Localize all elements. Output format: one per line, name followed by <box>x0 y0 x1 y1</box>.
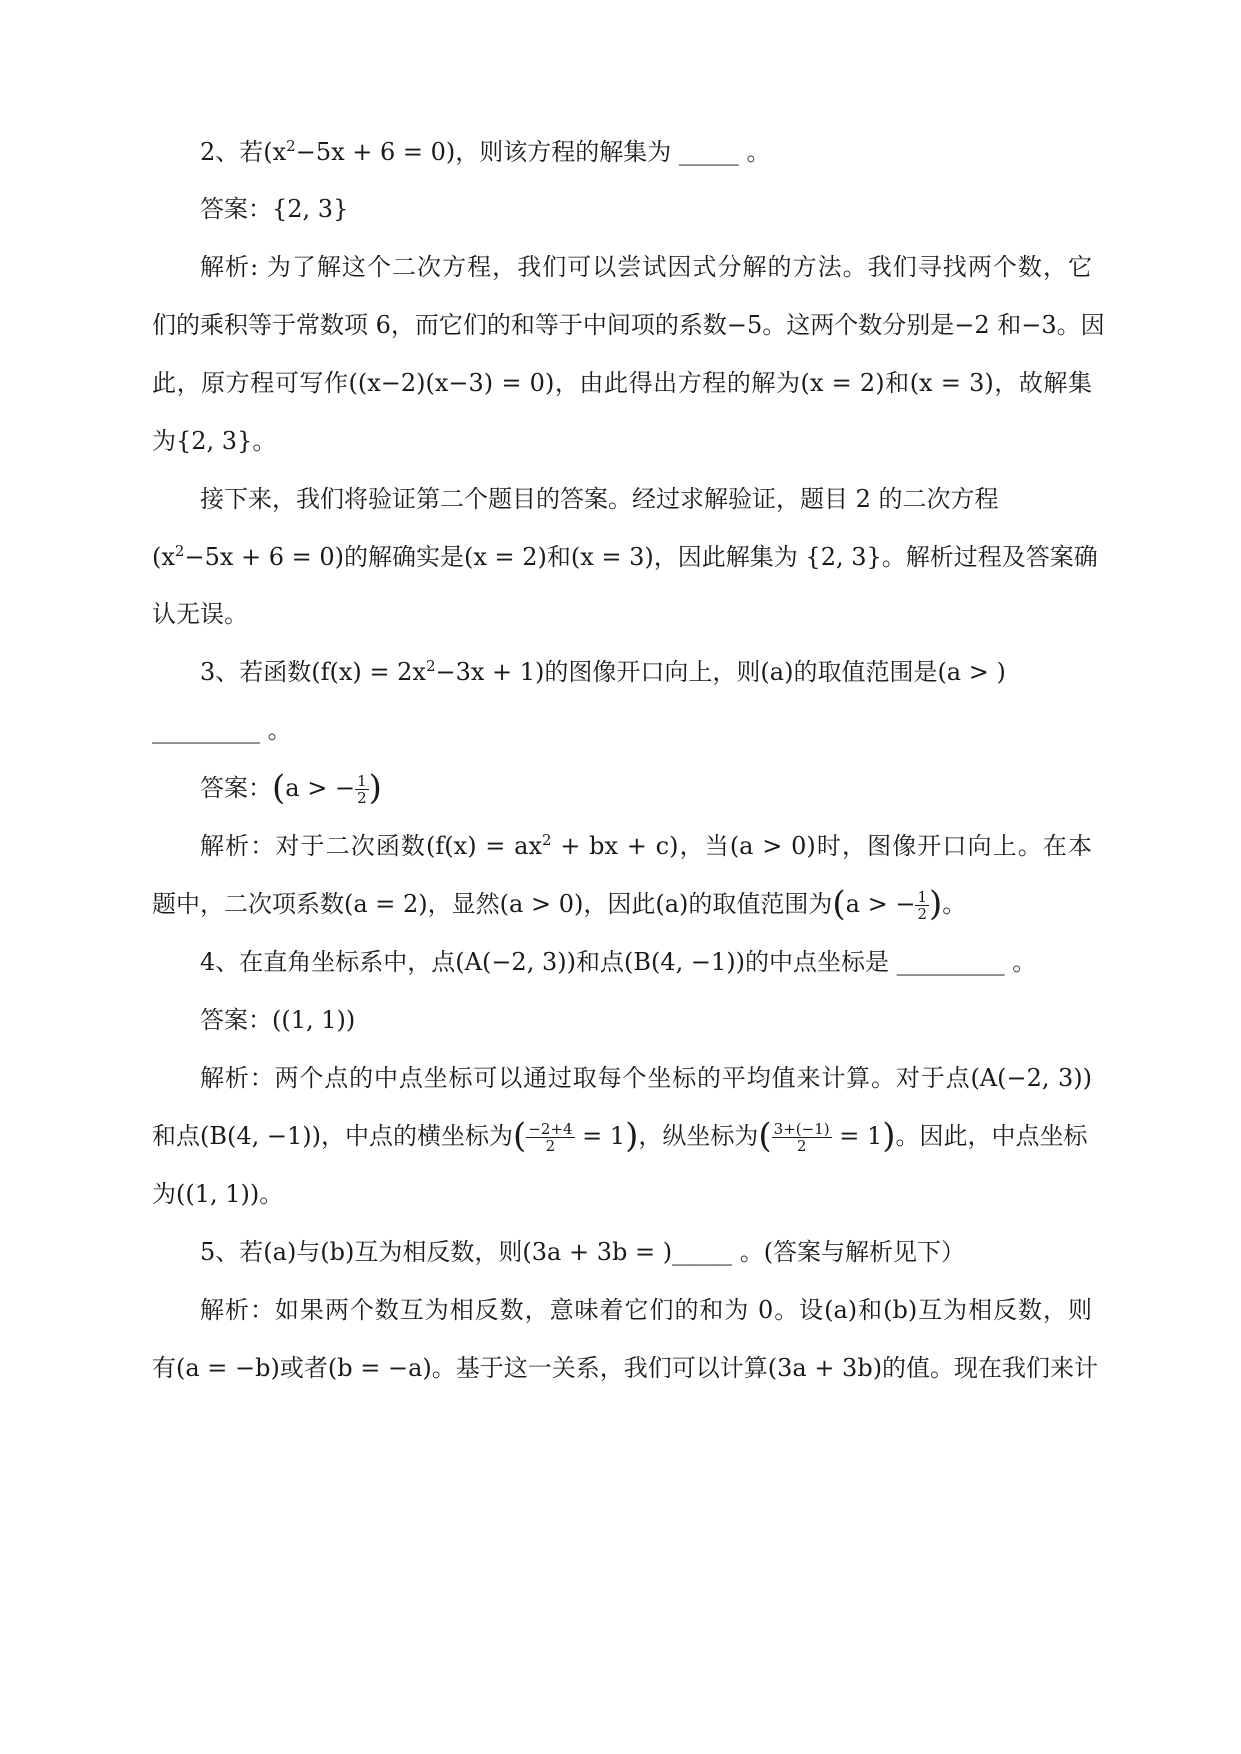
q3-explanation-line-2: 题中，二次项系数(a = 2)，显然(a > 0)，因此(a)的取值范围为(a > − $\frac{1}{2}$ )。 <box>152 884 967 924</box>
fraction-x-midpoint: $\frac{-2+4}{2}$ <box>528 1120 573 1155</box>
q2-explanation-line-3: 此，原方程可写作((x−2)(x−3) = 0)，由此得出方程的解为(x = 2)和(x = 3)，故解集 <box>152 369 1092 397</box>
q2-explanation-line-4: 为{2, 3}。 <box>152 427 277 455</box>
fraction-y-midpoint: $\frac{3+(-1)}{2}$ <box>773 1120 830 1155</box>
q4-explanation-line-1: 解析：两个点的中点坐标可以通过取每个坐标的平均值来计算。对于点(A(−2, 3)) <box>200 1064 1092 1092</box>
q4-explanation-line-2: 和点(B(4, −1))，中点的横坐标为( $\frac{-2+4}{2}$ = 1)，纵坐标为( $\frac{3+(-1)}{2}$ = 1)。因此，中点坐标 <box>152 1116 1088 1156</box>
q2-question: 2、若$(x^2-5x + 6 = 0)$，则该方程的解集为 _____ 。 <box>200 137 771 166</box>
verify-line-1: 接下来，我们将验证第二个题目的答案。经过求解验证，题目 2 的二次方程 <box>200 485 999 513</box>
verify-line-2: $(x^2-5x + 6 = 0)$的解确实是(x = 2)和(x = 3)，因此解集为 {2, 3}。解析过程及答案确 <box>152 542 1098 571</box>
q5-explanation-line-1: 解析：如果两个数互为相反数，意味着它们的和为 0。设(a)和(b)互为相反数，则 <box>200 1296 1092 1324</box>
q2-explanation-line-1: 解析: 为了解这个二次方程，我们可以尝试因式分解的方法。我们寻找两个数，它 <box>200 253 1092 281</box>
fraction-one-half: $\frac{1}{2}$ <box>357 772 367 807</box>
q2-answer: 答案：{2, 3} <box>200 195 349 223</box>
q4-explanation-line-3: 为((1, 1))。 <box>152 1180 284 1208</box>
q5-explanation-line-2: 有(a = −b)或者(b = −a)。基于这一关系，我们可以计算(3a + 3b)的值。现在我们来计 <box>152 1354 1099 1382</box>
verify-line-3: 认无误。 <box>152 600 248 628</box>
q4-answer: 答案：((1, 1)) <box>200 1006 356 1034</box>
q5-question: 5、若(a)与(b)互为相反数，则(3a + 3b = )_____ 。(答案与解析见下） <box>200 1238 966 1266</box>
q3-answer: 答案：(a > − $\frac{1}{2}$ ) <box>200 768 382 808</box>
q3-blank: _________ 。 <box>152 716 292 744</box>
q3-question: 3、若函数$(f(x) = 2x^2-3x + 1)$的图像开口向上，则(a)的取值范围是(a > ) <box>200 657 1006 686</box>
fraction-one-half: $\frac{1}{2}$ <box>917 888 927 923</box>
q2-explanation-line-2: 们的乘积等于常数项 6，而它们的和等于中间项的系数−5。这两个数分别是−2 和−3。因 <box>152 311 1105 339</box>
q4-question: 4、在直角坐标系中，点(A(−2, 3))和点(B(4, −1))的中点坐标是 _________ 。 <box>200 948 1037 976</box>
q3-explanation-line-1: 解析：对于二次函数($f(x) = ax^2$ + bx + c)，当(a > 0)时，图像开口向上。在本 <box>200 831 1093 860</box>
